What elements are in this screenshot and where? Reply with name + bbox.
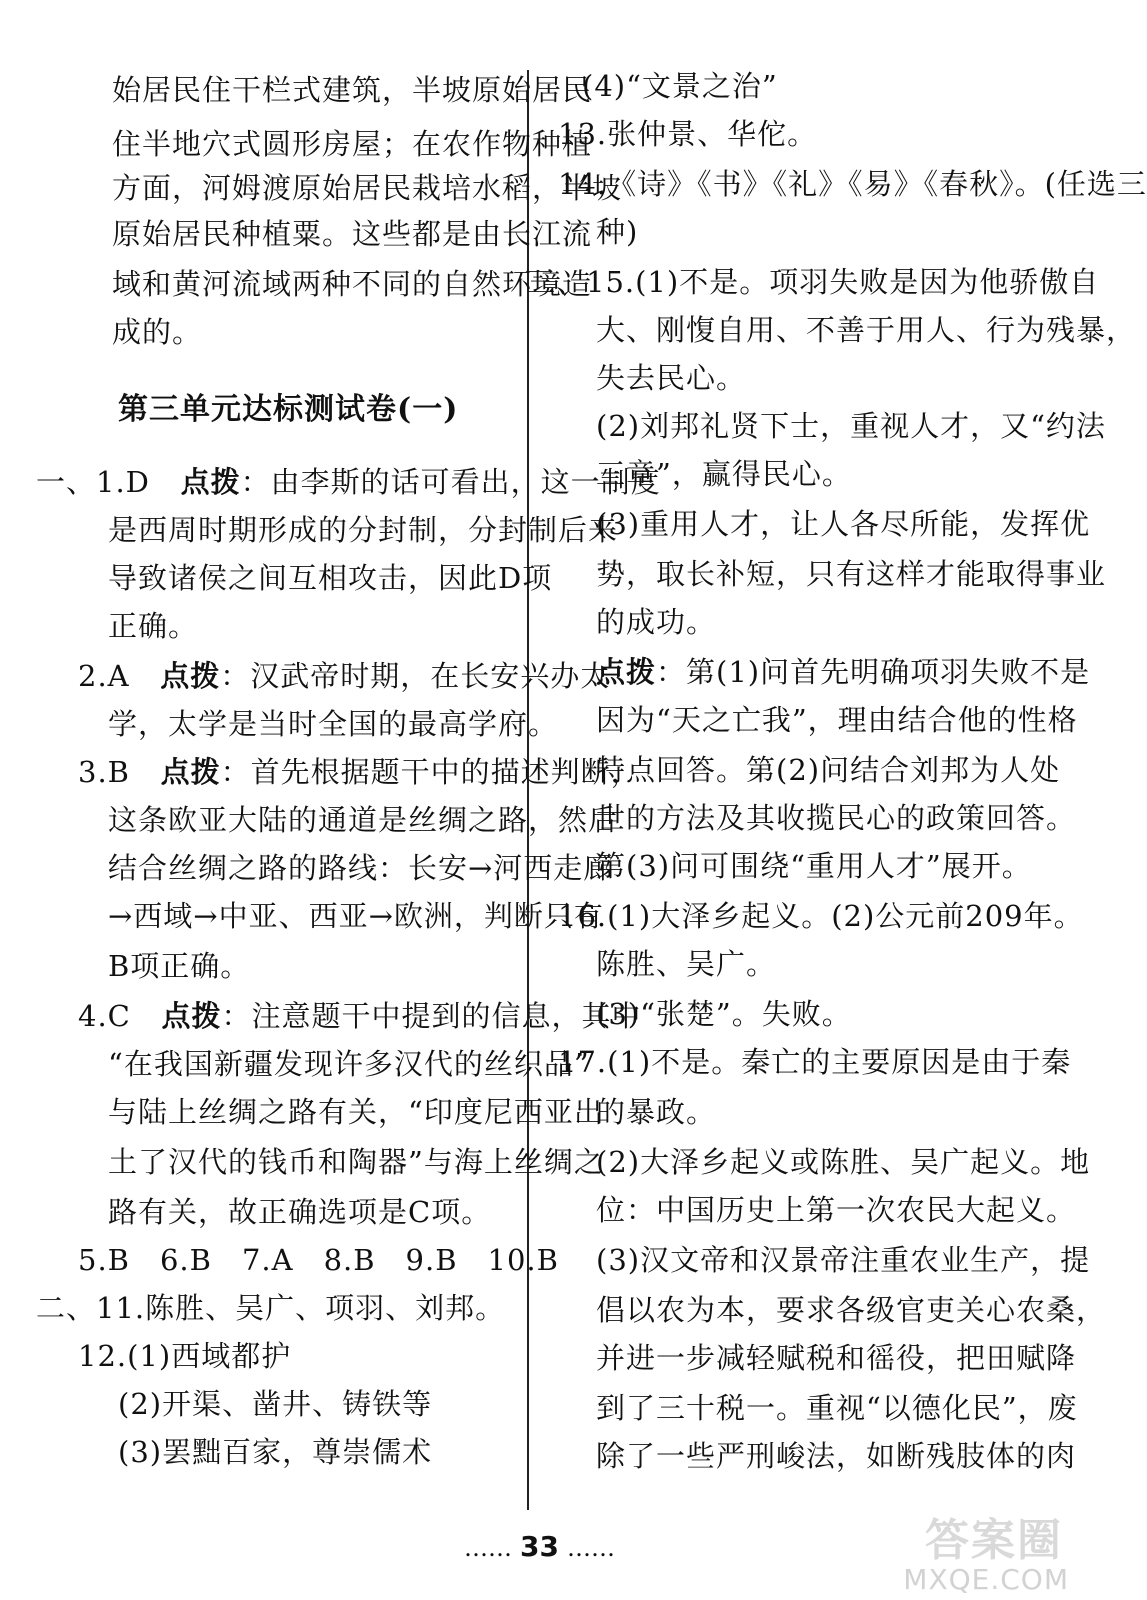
hint-label: 点拨 — [160, 755, 221, 789]
text-line: (2)刘邦礼贤下士，重视人才，又“约法 — [596, 409, 1106, 443]
text-line: “在我国新疆发现许多汉代的丝织品” — [108, 1047, 590, 1081]
text-line: 的成功。 — [596, 605, 717, 639]
footer-dots-left: …… — [464, 1534, 513, 1562]
text-line: (3)汉文帝和汉景帝注重农业生产，提 — [596, 1243, 1091, 1277]
answer-line: 5.B 6.B 7.A 8.B 9.B 10.B — [78, 1243, 559, 1277]
text-line: 的暴政。 — [596, 1095, 717, 1129]
hint-text: ：汉武帝时期，在长安兴办太 — [220, 659, 611, 693]
text-line: 除了一些严刑峻法，如断残肢体的肉 — [596, 1439, 1077, 1473]
hint-label: 点拨 — [160, 659, 221, 693]
site-watermark — [873, 1504, 1073, 1596]
text-line: 导致诸侯之间互相攻击，因此D项 — [108, 561, 553, 595]
text-line: (3)重用人才，让人各尽所能，发挥优 — [596, 507, 1091, 541]
text-line: 特点回答。第(2)问结合刘邦为人处 — [596, 753, 1061, 787]
text-line: 住半地穴式圆形房屋；在农作物种植 — [112, 127, 593, 161]
footer-dots-right: …… — [566, 1534, 615, 1562]
question-number: 3.B — [78, 755, 130, 789]
page-number: 33 — [520, 1530, 559, 1563]
text-line: 失去民心。 — [596, 361, 747, 395]
answer-line: (4)“文景之治” — [582, 69, 778, 103]
question-number: 一、1.D — [36, 465, 150, 499]
answer-line: 13.张仲景、华佗。 — [558, 117, 818, 151]
hint-label: 点拨 — [596, 655, 657, 689]
section-title: 第三单元达标测试卷(一) — [118, 392, 459, 427]
text-line: 正确。 — [108, 609, 199, 643]
text-line: 第(3)问可围绕“重用人才”展开。 — [596, 849, 1032, 883]
answer-line: 16.(1)大泽乡起义。(2)公元前209年。 — [558, 899, 1084, 933]
hint-text: ：首先根据题干中的描述判断， — [220, 755, 641, 789]
answer-line: (3)罢黜百家，尊崇儒术 — [118, 1435, 433, 1469]
answer-line — [78, 752, 641, 792]
hint-label: 点拨 — [161, 999, 222, 1033]
text-line: 域和黄河流域两种不同的自然环境造 — [112, 267, 593, 301]
text-line: 因为“天之亡我”，理由结合他的性格 — [596, 703, 1078, 737]
answer-line — [36, 462, 661, 502]
text-line: 始居民住干栏式建筑，半坡原始居民 — [112, 73, 593, 107]
question-number: 2.A — [78, 659, 130, 693]
hint-text: ：注意题干中提到的信息，其中 — [221, 999, 642, 1033]
question-number: 4.C — [78, 999, 131, 1033]
text-line: 陈胜、吴广。 — [596, 947, 777, 981]
hint-label: 点拨 — [180, 465, 241, 499]
text-line: 到了三十税一。重视“以德化民”，废 — [596, 1391, 1078, 1425]
text-line: 是西周时期形成的分封制，分封制后来 — [108, 513, 619, 547]
text-line: 这条欧亚大陆的通道是丝绸之路，然后 — [108, 803, 619, 837]
watermark-logo-text: 答案圈 — [925, 1515, 1063, 1566]
hint-text: ：由李斯的话可看出，这一制度 — [240, 465, 661, 499]
hint-text: ：第(1)问首先明确项羽失败不是 — [656, 655, 1091, 689]
answer-line: 三、15.(1)不是。项羽失败是因为他骄傲自 — [526, 265, 1100, 299]
watermark-url: MXQE.COM — [903, 1563, 1069, 1596]
text-line: 种) — [596, 215, 639, 249]
text-line: 倡以农为本，要求各级官吏关心农桑， — [596, 1293, 1107, 1327]
text-line: 结合丝绸之路的路线：长安→河西走廊 — [108, 851, 614, 885]
text-line: 位：中国历史上第一次农民大起义。 — [596, 1193, 1077, 1227]
text-line: →西域→中亚、西亚→欧洲，判断只有 — [108, 899, 604, 933]
text-line: 与陆上丝绸之路有关，“印度尼西亚出 — [108, 1095, 604, 1129]
text-line: 方面，河姆渡原始居民栽培水稻，半坡 — [112, 171, 623, 205]
answer-line — [596, 652, 1090, 692]
text-line: 势，取长补短，只有这样才能取得事业 — [596, 557, 1107, 591]
answer-line: (2)开渠、凿井、铸铁等 — [118, 1387, 433, 1421]
text-line: 原始居民种植粟。这些都是由长江流 — [112, 217, 593, 251]
answer-line: 17.(1)不是。秦亡的主要原因是由于秦 — [558, 1045, 1072, 1079]
answer-line — [78, 656, 610, 696]
text-line: (3)“张楚”。失败。 — [596, 997, 852, 1031]
text-line: 并进一步减轻赋税和徭役，把田赋降 — [596, 1341, 1077, 1375]
text-line: B项正确。 — [108, 949, 251, 983]
answer-line: 二、11.陈胜、吴广、项羽、刘邦。 — [36, 1291, 506, 1325]
text-line: 世的方法及其收揽民心的政策回答。 — [596, 801, 1077, 835]
text-line: 土了汉代的钱币和陶器”与海上丝绸之 — [108, 1145, 604, 1179]
text-line: 成的。 — [112, 315, 203, 349]
text-line: (2)大泽乡起义或陈胜、吴广起义。地 — [596, 1145, 1091, 1179]
answer-line: 14.《诗》《书》《礼》《易》《春秋》。(任选三 — [558, 167, 1147, 201]
text-line: 学，太学是当时全国的最高学府。 — [108, 707, 559, 741]
text-line: 大、刚愎自用、不善于用人、行为残暴， — [596, 313, 1137, 347]
answer-line — [78, 996, 642, 1036]
answer-line: 12.(1)西域都护 — [78, 1339, 292, 1373]
text-line: 三章”，赢得民心。 — [596, 457, 852, 491]
text-line: 路有关，故正确选项是C项。 — [108, 1195, 492, 1229]
